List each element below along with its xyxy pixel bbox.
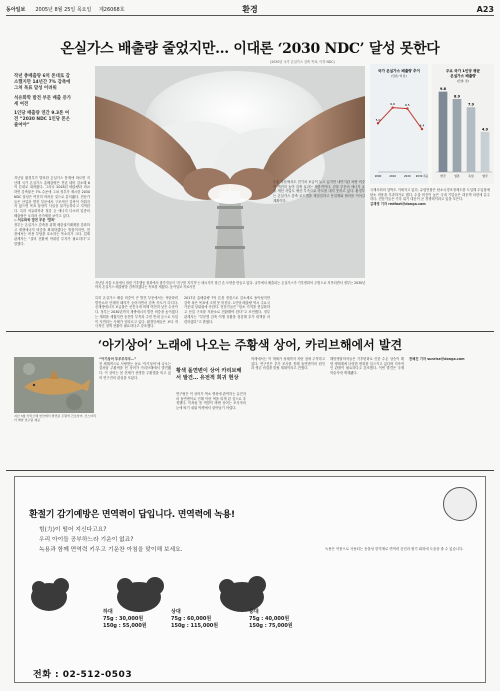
bar-chart-bar [467, 107, 476, 172]
article-lede [14, 74, 72, 133]
article1-subhead: ◇ 석유화학 발전 부문 ‘발목’ [14, 218, 56, 223]
line-chart-point [406, 107, 408, 109]
article2-col4-text: 해양생물학자들은 기후변화로 인한 수온 상승이 해양 생태계에 다양한 변화를 일으키고 있다며 지속적인 관찰이 필요하다고 강조했다. 이번 발견은 국제 학술지에 게재됐다. [330, 357, 404, 376]
bar-chart-data-label: 4.9 [481, 127, 489, 132]
article1-column-4 [273, 180, 365, 330]
article1-column-2 [95, 296, 178, 330]
price-low-150g: 150g : 55,000원 [103, 623, 147, 629]
emissions-charts [370, 64, 494, 184]
bar-chart-subtitle: 온실가스 배출량 [450, 74, 476, 78]
headline-note: (2030년 국가 온실가스 감축 목표, 이하 NDC) [270, 60, 335, 64]
lede-line-2: 석유화학 발전 부문 배출 증가세 여전 [14, 95, 72, 107]
price-mid-75g: 75g : 40,000원 [249, 616, 290, 622]
article2-column-2 [176, 392, 246, 464]
article2-headline[interactable]: ‘아기상어’ 노래에 나오는 주황색 상어, 카리브해에서 발견 [97, 338, 403, 352]
price-low-75g: 75g : 30,000원 [103, 616, 144, 622]
grade-mid: 중대 [249, 609, 259, 615]
line-chart-tick-label: 2000 [374, 175, 382, 178]
article2-col1-text: 전 세계적으로 사랑받는 동요 ‘아기상어’에 나오는 것처럼 주황색을 띤 상어가 카리브해에서 발견됐다. 이 상어는 몸 전체가 선명한 주황빛을 띠고 있어 연구진의 관심을 모았다. [99, 361, 171, 380]
bar-chart-data-label: 7.9 [467, 102, 475, 107]
bar-chart-data-label: 8.9 [453, 94, 461, 99]
price-high-150g: 150g : 115,000원 [171, 623, 219, 629]
article1-column-5 [370, 188, 490, 330]
antler-piece-2 [117, 577, 164, 612]
article1-column-3 [184, 296, 270, 330]
bar-chart-data-label: 9.8 [439, 87, 447, 92]
ad-copy [39, 525, 183, 555]
article1-col2-text: 특히 온실가스 배출 비중이 큰 발전 부문에서는 석탄화력발전소의 단계적 폐지가 늦어지면서 감축 속도가 더디다. 신재생에너지 보급률은 선진국에 비해 여전히 낮은 수준이다. 정부는 2030년까지 재생에너지 발전 비중을 높이겠다는 계획을 세웠지만 송전망 부족과 주민 반대 등으로 사업이 지연되는 사례가 잇따르고 있다. 환경단체들은 보다 적극적인 정책 전환이 필요하다고 강조했다. [95, 296, 178, 329]
ad-notice: 녹용은 약용으로 사용되는 동물성 한약재로 면역력 증진과 원기 회복에 도움을 줄 수 있습니다. [325, 547, 464, 551]
bar-chart-category-label: 일본 [454, 174, 460, 178]
newspaper-name: 동아일보 [6, 7, 26, 13]
orange-shark-image [14, 357, 94, 413]
bar-chart-title: 주요 국가 1인당 평균 [445, 69, 481, 73]
line-chart-point [377, 122, 379, 124]
line-chart-tick-label: 2030 목표 [415, 175, 429, 178]
photo-caption: 지난달 서울 도심에서 열린 기후행동 집회에서 참가자들이 '지구를 지키자'는 메시지가 담긴 손 모양을 만들고 있다. 굴뚝에서 배출되는 온실가스가 기후변화의 주범으로 지목되면서 정부는 2030년까지 온실가스 배출량을 감축하겠다는 목표를 세웠다. 동아일보 자료사진 [95, 281, 366, 290]
ad-line-2: 우리 아이들 공부하느라 기운이 없죠? [39, 537, 134, 543]
line-chart-point [421, 128, 423, 130]
article2-column-3 [251, 357, 325, 465]
article2-subhead: 황색 돌연변이 상어 카리브해서 발견… 유전적 희귀 현상 [176, 368, 242, 381]
orange-shark-photo[interactable] [14, 357, 94, 413]
price-row-150g [103, 623, 319, 630]
page-number: A23 [476, 5, 494, 14]
line-chart-data-label: 6.6 [390, 102, 396, 107]
ad-seal-icon [443, 487, 477, 521]
lede-line-1: 작년 총배출량 6억 톤대로 감소했지만 14년간 7% 감축에 그쳐 목표 달성 어려워 [14, 74, 71, 92]
line-chart-data-label: 4.4 [419, 123, 425, 128]
ad-headline: 환절기 감기예방은 면역력이 답입니다. 면역력에 녹용! [29, 510, 235, 520]
article1-col3-text: 2017년 총배출량 7억 톤을 정점으로 감소세로 돌아섰지만 감축 폭은 목표에 크게 못 미친다. 1인당 배출량 역시 주요국 가운데 상위권에 속한다. 전문가들은 “탄소 가격을 현실화하고 산업 구조를 저탄소로 전환해야 한다”고 조언했다. 정부 관계자는 “부문별 감축 이행 상황을 점검해 추가 대책을 마련하겠다”고 밝혔다. [184, 296, 270, 324]
article1-column-1 [14, 176, 90, 328]
section-title: 환경 [242, 5, 258, 14]
line-chart-tick-label: 2010 [389, 175, 396, 178]
bar-chart-category-label: 영국 [482, 174, 488, 178]
price-row-75g [103, 616, 319, 623]
date-text: 2005년 8월 25일 목요일 [35, 7, 92, 13]
article1-col4-text: 수송 부문에서도 전기차 보급이 늘고 있지만 내연기관 차량 비중이 여전히 높아 감축 효과는 제한적이다. 건물 부문의 에너지 효율 개선 사업도 예산 부족으로 속도를 내지 못하고 있다. 환경부는 온실가스 감축 로드맵을 재점검하고 산업계와 협의를 이어갈 계획이다. [273, 180, 365, 203]
ad-phone-number[interactable]: 전화 : 02-512-0503 [33, 670, 133, 680]
line-chart-data-label: 5.0 [375, 117, 381, 122]
masthead [6, 4, 494, 16]
article2-col2-text: 연구팀은 이 상어가 색소 생성에 관여하는 유전자의 돌연변이로 인해 이런 색을 띠게 된 것으로 추정했다. 이처럼 몸 색깔이 바뀐 상어는 포식자의 눈에 띄기 쉬워 야생에서 살아남기 어렵다. [176, 392, 246, 411]
line-chart-title: 국가 온실가스 배출량 추이 [378, 69, 420, 73]
ad-line-3: 녹용과 함께 면역력 키우고 기운찬 아침을 맞이해 보세요. [39, 547, 183, 553]
article2-col3-text: 학계에서는 이 개체가 성체까지 자란 점에 주목하고 있다. 연구진은 추가 조사를 통해 돌연변이의 원인과 생존 비결을 밝힐 계획이라고 전했다. [251, 357, 325, 371]
article2-column-1 [99, 357, 171, 465]
bar-chart-bar [439, 92, 448, 172]
bar-chart-category-label: 한국 [440, 174, 446, 178]
ad-price-table [103, 609, 319, 630]
article2-byline: 전혜진 기자 sunrise@donga.com [409, 357, 465, 361]
bar-chart-category-label: 독일 [468, 174, 474, 178]
antler-piece-1 [31, 578, 69, 611]
issue-number: 제26068호 [98, 7, 125, 13]
line-chart-point [391, 106, 393, 108]
deer-antler-advertisement[interactable] [14, 476, 486, 683]
article1-col1b-text: 정부는 온실가스 감축을 위해 배출권거래제를 강화하고 재생에너지 비중을 확대하겠다는 방침이지만, 현장에서는 비용 부담을 호소하는 목소리가 크다. 업계 관계자는 “설비 전환에 막대한 투자가 필요하다”고 말했다. [14, 223, 90, 246]
article1-col5-text: 국제사회의 압박도 거세지고 있다. 유럽연합은 탄소국경조정제도를 도입해 수입품에 탄소 비용을 부과하기로 했다. 수출 비중이 높은 국내 기업들은 대응책 마련에 분주하다. 전문가들은 기후 위기 대응이 곧 경쟁력이라고 입을 모은다. [370, 188, 490, 202]
ad-line-1: 힘(力)이 떨어 지신다고요? [39, 527, 107, 533]
bar-chart-bar [453, 99, 462, 172]
line-chart-tick-label: 2020 [404, 175, 411, 178]
line-chart-unit: (단위: 억 톤) [391, 74, 407, 78]
article-divider [6, 331, 494, 332]
antler-piece-3 [219, 576, 266, 612]
ad-divider [6, 470, 494, 471]
ad-sidebar [325, 487, 479, 672]
article2-column-5 [409, 357, 487, 465]
price-mid-150g: 150g : 75,000원 [249, 623, 293, 629]
line-chart-data-label: 6.5 [404, 103, 410, 108]
bar-chart-unit: (단위: 톤) [456, 79, 470, 83]
price-high-75g: 75g : 60,000원 [171, 616, 212, 622]
bar-chart-bar [481, 132, 490, 172]
article2-column-4 [330, 357, 404, 465]
grade-high: 상대 [171, 609, 181, 615]
article-headline[interactable]: 온실가스 배출량 줄었지만… 이대론 ‘2030 NDC’ 달성 못한다 [60, 41, 440, 57]
article2-intro: “아기상어 뚜루루뚜루…” [99, 357, 137, 361]
article1-byline: 김재영 기자 redfoot@donga.com [370, 202, 426, 207]
article1-col1-text: 지난달 환경부가 발표한 온실가스 통계에 따르면 지난해 국가 온실가스 총배출량은 전년 대비 감소해 6억 톤대로 내려왔다. 그러나 2018년 배출량과 비교하면 감축률은 7% 수준에 그쳐 정부가 제시한 2030 NDC 달성은 여전히 어려운 것으로 분석됐다. 전문가들은 산업과 발전 부문에서 구조적인 감축이 이뤄지지 않으면 목표 달성이 사실상 불가능하다고 지적한다. 특히 석유화학과 철강 등 에너지 다소비 업종의 배출량은 오히려 증가세를 보이고 있다. [14, 176, 90, 218]
grade-low: 하대 [103, 609, 113, 615]
price-row-grades [103, 609, 319, 616]
emissions-chart-svg [370, 64, 494, 184]
shark-photo-caption: 지난 3월 카리브해 연안에서 발견된 주황색 간호상어. 코스타리카 해양 연구팀 제공 [14, 414, 96, 422]
lede-line-3: 1인당 배출량 연간 9.3톤 여전 “2030 NDC 1인당 톤은 줄여야” [14, 111, 71, 129]
